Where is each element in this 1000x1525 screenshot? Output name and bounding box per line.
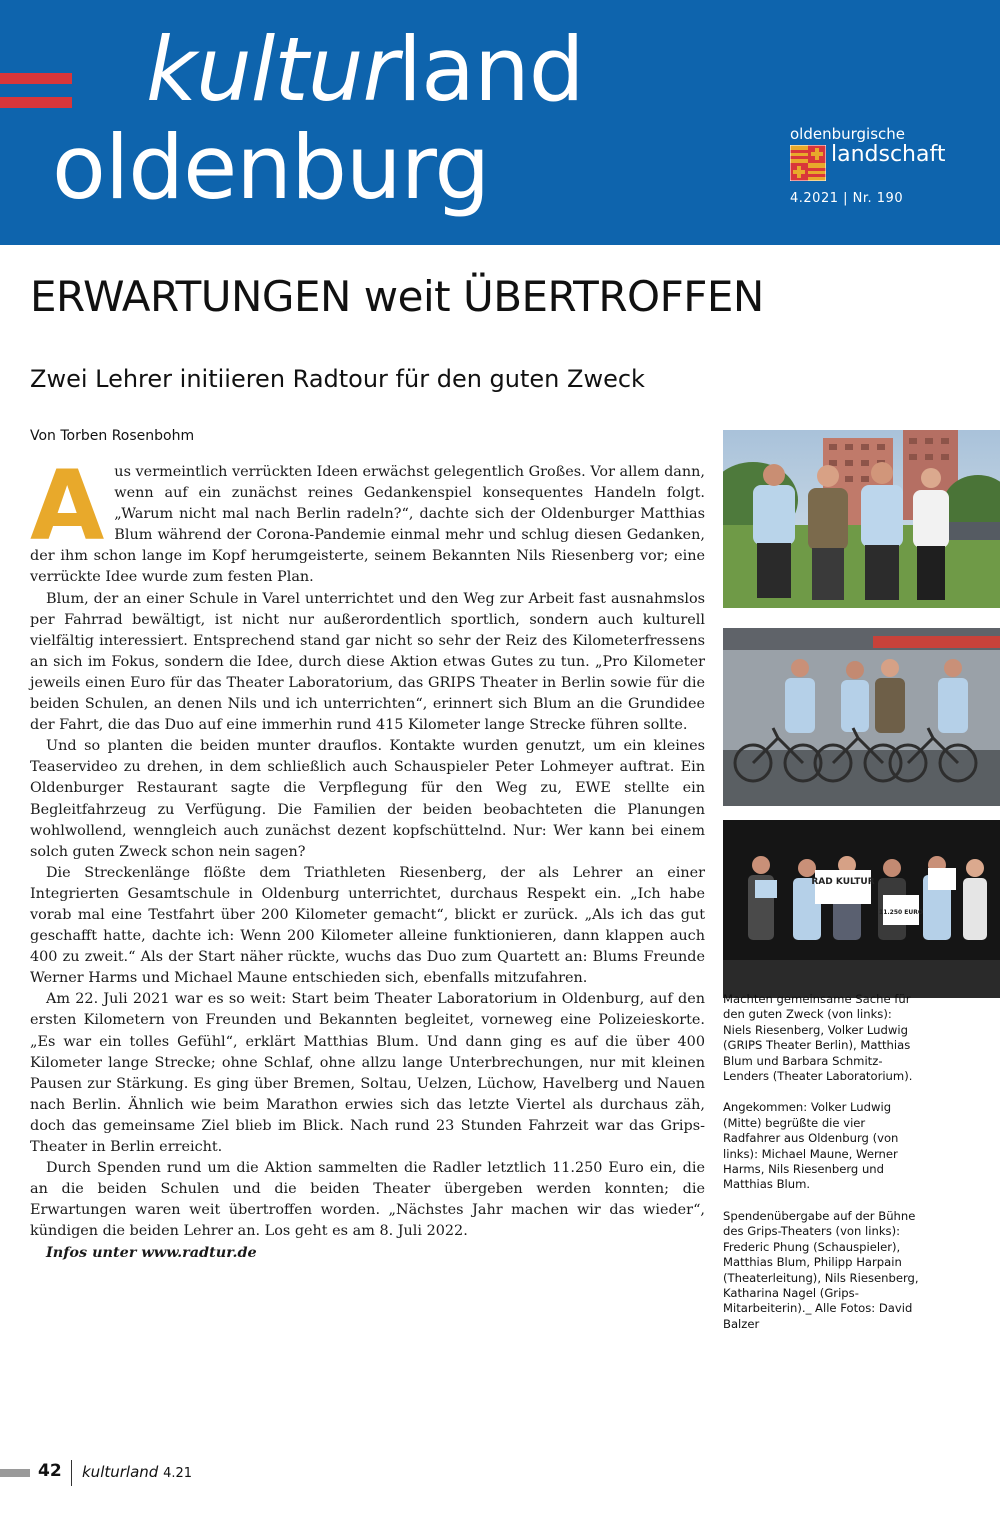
paragraph: Und so planten die beiden munter drauflos. Kontakte wurden genutzt, um ein kleines Teaservideo zu drehen, in dem schließlich auch Schauspieler Peter Lohmeyer auftrat. Ein Oldenburger Restaurant sagte die Verpflegung für den Weg zu, EWE stellte ein Begleitfahrzeug zu Verfügung. Die Familien der beiden beobachteten die Planungen wohlwollend, wenngleich auch zunächst dezent kopfschüttelnd. Nur: Wer kann bei einem solch guten Zweck schon nein sagen? [30, 738, 705, 860]
dropcap: A [30, 450, 105, 562]
paragraph: Am 22. Juli 2021 war es so weit: Start beim Theater Laboratorium in Oldenburg, auf den ersten Kilometern von Freunden und Bekannten begleitet, vorneweg eine Polizeieskorte. „Es war ein tolles Gefühl“, erklärt Matthias Blum. Und dann ging es auf die über 400 Kilometer lange Strecke; ohne Schlaf, ohne allzu lange Unterbrechungen, nur mit kleinen Pausen zur Stärkung. Es ging über Bremen, Soltau, Uelzen, Lüchow, Havelberg und Nauen nach Berlin. Ähnlich wie beim Marathon erwies sich das letzte Viertel als durchaus zäh, doch das gemeinsame Ziel blieb im Blick. Nach rund 23 Stunden Fahrzeit war das Grips-Theater in Berlin erreicht. [30, 991, 705, 1155]
masthead [0, 0, 1000, 245]
footer-magazine-name: kulturland [82, 1463, 159, 1481]
red-stripe [0, 73, 72, 84]
footer-magazine [82, 1463, 192, 1481]
red-stripe [0, 97, 72, 108]
caption: Machten gemeinsame Sache für den guten Zweck (von links): Niels Riesenberg, Volker Ludwig (GRIPS Theater Berlin), Matthias Blum und Barbara Schmitz-Lenders (Theater Laboratorium). [723, 992, 913, 1084]
masthead-title-line2: oldenburg [52, 116, 490, 219]
article-headline: ERWARTUNGEN weit ÜBERTROFFEN [30, 272, 764, 321]
publisher-line1: oldenburgische [790, 125, 906, 143]
photo-captions [723, 992, 923, 1348]
info-link[interactable]: Infos unter www.radtur.de [46, 1244, 257, 1262]
paragraph: Blum, der an einer Schule in Varel unterrichtet und den Weg zur Arbeit fast ausnahmslos per Fahrrad bewältigt, ist nicht nur außerordentlich sportlich, sondern auch kulturell vielfältig interessiert. Entsprechend stand gar nicht so sehr der Reiz des Kilometerfressens an sich im Fokus, sondern die Idee, durch diese Aktion etwas Gutes zu tun. „Pro Kilometer jeweils einen Euro für das Theater Laboratorium, das GRIPS Theater in Berlin sowie für die beiden Schulen, an denen Nils und ich unterrichten“, erinnert sich Blum an die Grundidee der Fahrt, die das Duo auf eine immerhin rund 415 Kilometer lange Strecke führen sollte. [30, 590, 705, 734]
sign-amount: 11.250 EURO [879, 909, 923, 916]
masthead-kultur: kultur [146, 18, 398, 121]
coat-of-arms-icon [790, 145, 826, 181]
footer-bar [0, 1469, 30, 1477]
paragraph: Durch Spenden rund um die Aktion sammelten die Radler letztlich 11.250 Euro ein, die an die beiden Schulen und die beiden Theater übergeben werden konnten; die Erwartungen waren weit übertroffen worden. „Nächstes Jahr machen wir das wieder“, kündigen die beiden Lehrer an. Los geht es am 8. Juli 2022. [30, 1160, 705, 1240]
article-body [30, 450, 705, 1263]
page-number: 42 [38, 1461, 62, 1481]
masthead-land: land [397, 18, 584, 121]
photo-group-outdoors [723, 430, 1000, 608]
masthead-title-line1 [146, 20, 584, 120]
issue-label: 4.2021 | Nr. 190 [790, 191, 904, 206]
article-subtitle: Zwei Lehrer initiieren Radtour für den guten Zweck [30, 365, 645, 393]
caption: Spendenübergabe auf der Bühne des Grips-Theaters (von links): Frederic Phung (Schauspieler), Matthias Blum, Philipp Harpain (Theaterleitung), Nils Riesenberg, Katharina Nagel (Grips-Mitarbeiterin)._ Alle Fotos: David Balzer [723, 1208, 919, 1331]
footer-issue: 4.21 [163, 1466, 193, 1481]
article-author: Von Torben Rosenbohm [30, 428, 195, 444]
caption: Angekommen: Volker Ludwig (Mitte) begrüßte die vier Radfahrer aus Oldenburg (von links): Michael Maune, Werner Harms, Nils Riesenberg und Matthias Blum. [723, 1100, 899, 1192]
paragraph: us vermeintlich verrückten Ideen erwächst gelegentlich Großes. Vor allem dann, wenn auf ein zunächst reines Gedankenspiel konsequentes Handeln folgt. „Warum nicht mal nach Berlin radeln?“, dachte sich der Oldenburger Matthias Blum während der Corona-Pandemie einmal mehr und schlug diesen Gedanken, der ihm schon lange im Kopf herumgeisterte, seinem Bekannten Nils Riesenberg vor; eine verrückte Idee wurde zum festen Plan. [30, 464, 705, 586]
footer-divider [71, 1460, 72, 1486]
publisher-line2: landschaft [831, 142, 946, 167]
photo-donation-stage [723, 820, 1000, 998]
paragraph: Die Streckenlänge flößte dem Triathleten Riesenberg, der als Lehrer an einer Integrierten Gesamtschule in Oldenburg unterrichtet, durchaus Respekt ein. „Ich habe vorab mal eine Testfahrt über 200 Kilometer gemacht“, blickt er zurück. „Als ich das gut geschafft hatte, dachte ich: Wenn 200 Kilometer alleine funktionieren, dann klappen auch 400 zu zweit.“ Als der Start näher rückte, wuchs das Duo zum Quartett an: Blums Freunde Werner Harms und Michael Maune entschieden sich, ebenfalls mitzufahren. [30, 864, 705, 987]
photo-cyclists-arrival [723, 628, 1000, 806]
sign-radkultur: RAD KULTUR [811, 877, 875, 887]
